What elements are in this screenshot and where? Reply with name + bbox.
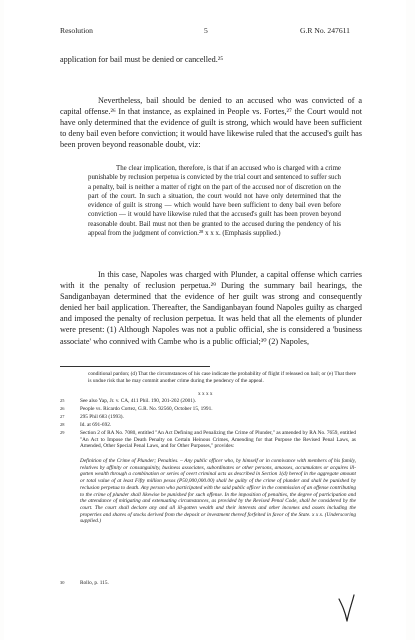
- paragraph-bail-denied: application for bail must be denied or cancelled.²⁵: [60, 55, 224, 64]
- footnote-29: Section 2 of RA No. 7080, entitled "An Act Defining and Penalizing the Crime of Plunder," as amended by RA No. 7659, entitled "An Act to Impose the Death Penalty on Certain Heinous Crimes, Amending for that Purpose the Revised Penal Laws, as Amended, Other Special Penal Laws, and for Other Purposes," provides:: [80, 430, 356, 450]
- footnote-28: Id. at 691-692.: [80, 422, 112, 428]
- block-quote-fortes: The clear implication, therefore, is that if an accused who is charged with a crime punishable by reclusion perpetua is convicted by the trial court and sentenced to suffer such a penalty, bail is neither a matter of right on the part of the accused nor of discretion on the part of the court. In such a situation, the court would not have only determined that the evidence of guilt is strong — which would have been sufficient to deny bail even before conviction — it would have likewise ruled that the accused's guilt has been proven beyond reasonable doubt. Bail must not then be granted to the accused during the pendency of his appeal from the judgment of conviction.²⁸ x x x. (Emphasis supplied.): [88, 165, 341, 238]
- header-document-type: Resolution: [60, 26, 93, 35]
- footnote-number-26: 26: [60, 406, 65, 411]
- footnote-27: 295 Phil 683 (1993).: [80, 414, 124, 420]
- header-page-number: 5: [204, 26, 208, 35]
- paragraph-capital-offense: Nevertheless, bail should be denied to an accused who was convicted of a capital offense.²⁶ In that instance, as explained in People vs. Fortes,²⁷ the Court would not have only determined that the evidence of guilt is strong, which would have been sufficient to deny bail even before conviction; it would have likewise ruled that the accused's guilt has been proven beyond reasonable doubt, viz:: [60, 96, 362, 150]
- footnote-divider: [60, 366, 210, 367]
- footnote-number-30: 30: [60, 580, 65, 585]
- paragraph-napoles-case: In this case, Napoles was charged with Plunder, a capital offense which carries with it the penalty of reclusion perpetua.²⁹ During the summary bail hearings, the Sandiganbayan determined that the evidence of her guilt was strong and consequently denied her bail application. Thereafter, the Sandiganbayan found Napoles guilty as charged and imposed the penalty of reclusion perpetua. It was held that all the elements of plunder were present: (1) Although Napoles was not a public official, she is considered a 'business associate' who connived with Cambe who is a public official;³⁰ (2) Napoles,: [60, 270, 362, 346]
- footnote-number-27: 27: [60, 414, 65, 419]
- signature-initials-mark: [336, 593, 358, 625]
- footnote-number-25: 25: [60, 398, 65, 403]
- footnote-continuation: conditional pardon; (d) That the circumstances of his case indicate the probability of flight if released on bail; or (e) That there is undue risk that he may commit another crime during the pendency of the appeal.: [88, 371, 356, 384]
- footnote-26: People vs. Ricardo Cortez, G.R. No. 92560, October 15, 1991.: [80, 406, 213, 412]
- footnote-number-29: 29: [60, 430, 65, 435]
- footnote-number-28: 28: [60, 422, 65, 427]
- header-case-number: G.R No. 247611: [300, 26, 350, 35]
- footnote-25: See also Yap, Jr. v. CA, 411 Phil. 190, 201-202 (2001).: [80, 398, 196, 404]
- footnote-30: Rollo, p. 115.: [80, 580, 109, 586]
- footnote-29-quoted-provision: Definition of the Crime of Plunder; Penalties. – Any public officer who, by himself or in connivance with members of his family, relatives by affinity or consanguinity, business associates, subordinates or other persons, amasses, accumulates or acquires ill-gotten wealth through a combination or series of overt criminal acts as described in Section 1(d) hereof in the aggregate amount or total value of at least Fifty million pesos (P50,000,000.00) shall be guilty of the crime of plunder and shall be punished by reclusion perpetua to death. Any person who participated with the said public officer in the commission of an offense contributing to the crime of plunder shall likewise be punished for such offense. In the imposition of penalties, the degree of participation and the attendance of mitigating and extenuating circumstances, as provided by the Revised Penal Code, shall be considered by the court. The court shall declare any and all ill-gotten wealth and their interests and other incomes and assets including the properties and shares of stocks derived from the deposit or investment thereof forfeited in favor of the State. x x x. (Underscoring supplied.): [80, 458, 356, 525]
- footnote-ellipsis: x x x x: [198, 391, 213, 397]
